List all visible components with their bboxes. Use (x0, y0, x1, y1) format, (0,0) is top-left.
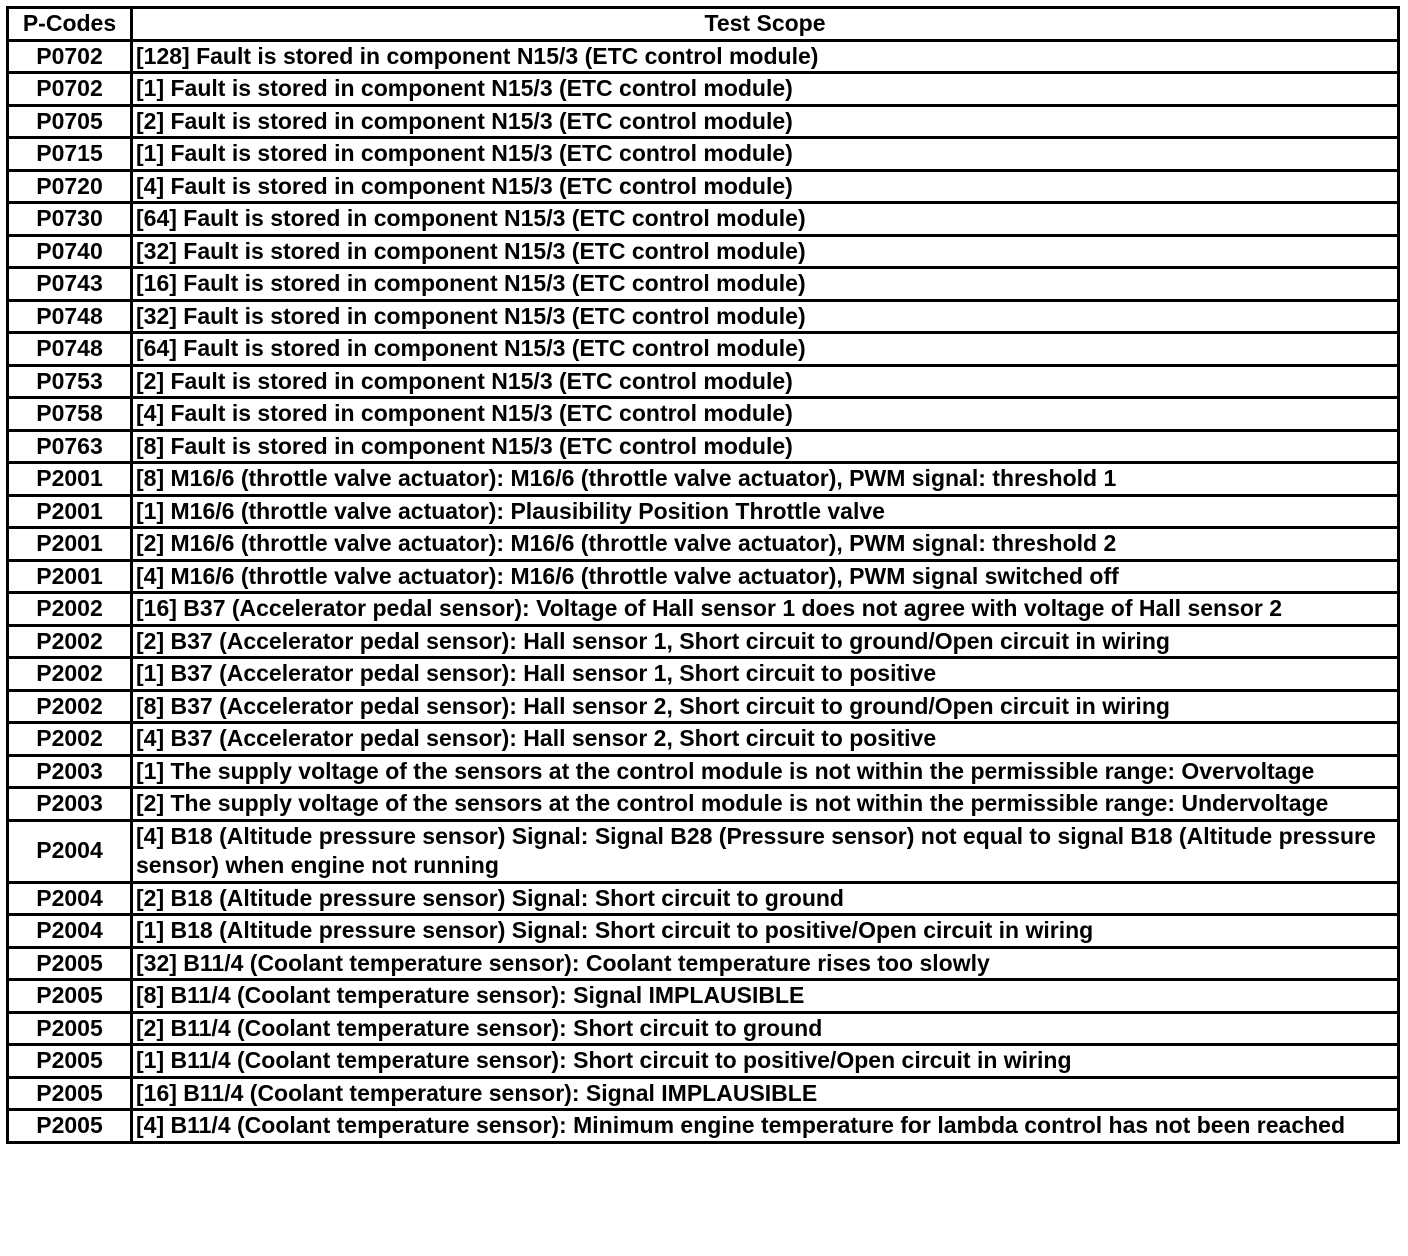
test-scope-cell: [4] M16/6 (throttle valve actuator): M16/6 (throttle valve actuator), PWM signal switched off (132, 560, 1399, 593)
table-row (8, 105, 1399, 138)
p-code-cell: P2004 (8, 882, 132, 915)
test-scope-cell: [4] B11/4 (Coolant temperature sensor): Minimum engine temperature for lambda control has not been reached (132, 1110, 1399, 1143)
p-code-cell: P2002 (8, 625, 132, 658)
p-code-cell: P2001 (8, 560, 132, 593)
column-header-test-scope: Test Scope (132, 8, 1399, 41)
table-row (8, 333, 1399, 366)
table-row (8, 365, 1399, 398)
p-code-cell: P2005 (8, 1077, 132, 1110)
test-scope-cell: [2] Fault is stored in component N15/3 (ETC control module) (132, 365, 1399, 398)
test-scope-cell: [32] B11/4 (Coolant temperature sensor): Coolant temperature rises too slowly (132, 947, 1399, 980)
test-scope-cell: [1] B37 (Accelerator pedal sensor): Hall sensor 1, Short circuit to positive (132, 658, 1399, 691)
p-code-cell: P0758 (8, 398, 132, 431)
table-row (8, 463, 1399, 496)
test-scope-cell: [64] Fault is stored in component N15/3 (ETC control module) (132, 333, 1399, 366)
p-code-cell: P0753 (8, 365, 132, 398)
test-scope-cell: [2] B18 (Altitude pressure sensor) Signal: Short circuit to ground (132, 882, 1399, 915)
test-scope-cell: [1] M16/6 (throttle valve actuator): Plausibility Position Throttle valve (132, 495, 1399, 528)
p-code-cell: P2005 (8, 1110, 132, 1143)
p-code-cell: P2004 (8, 820, 132, 882)
p-code-cell: P0743 (8, 268, 132, 301)
test-scope-cell: [8] M16/6 (throttle valve actuator): M16/6 (throttle valve actuator), PWM signal: threshold 1 (132, 463, 1399, 496)
table-row (8, 947, 1399, 980)
table-row (8, 1110, 1399, 1143)
table-row (8, 723, 1399, 756)
table-row (8, 690, 1399, 723)
p-code-cell: P2002 (8, 723, 132, 756)
table-row (8, 235, 1399, 268)
p-code-cell: P0748 (8, 300, 132, 333)
p-code-cell: P0730 (8, 203, 132, 236)
test-scope-cell: [8] Fault is stored in component N15/3 (ETC control module) (132, 430, 1399, 463)
table-row (8, 495, 1399, 528)
table-row (8, 300, 1399, 333)
p-code-cell: P2005 (8, 1045, 132, 1078)
table-row (8, 430, 1399, 463)
test-scope-cell: [2] B11/4 (Coolant temperature sensor): Short circuit to ground (132, 1012, 1399, 1045)
table-row (8, 398, 1399, 431)
p-code-cell: P0748 (8, 333, 132, 366)
test-scope-cell: [64] Fault is stored in component N15/3 (ETC control module) (132, 203, 1399, 236)
test-scope-cell: [2] B37 (Accelerator pedal sensor): Hall sensor 1, Short circuit to ground/Open circuit in wiring (132, 625, 1399, 658)
test-scope-cell: [2] Fault is stored in component N15/3 (ETC control module) (132, 105, 1399, 138)
test-scope-cell: [4] B18 (Altitude pressure sensor) Signal: Signal B28 (Pressure sensor) not equal to signal B18 (Altitude pressure sensor) when engine not running (132, 820, 1399, 882)
p-code-cell: P2004 (8, 915, 132, 948)
table-row (8, 73, 1399, 106)
p-codes-table (6, 6, 1400, 1144)
test-scope-cell: [16] Fault is stored in component N15/3 (ETC control module) (132, 268, 1399, 301)
table-row (8, 560, 1399, 593)
table-row (8, 170, 1399, 203)
p-code-cell: P2002 (8, 658, 132, 691)
table-row (8, 882, 1399, 915)
table-row (8, 1045, 1399, 1078)
test-scope-cell: [8] B37 (Accelerator pedal sensor): Hall sensor 2, Short circuit to ground/Open circuit in wiring (132, 690, 1399, 723)
p-code-cell: P0702 (8, 73, 132, 106)
p-code-cell: P2002 (8, 593, 132, 626)
p-code-cell: P2005 (8, 947, 132, 980)
test-scope-cell: [16] B11/4 (Coolant temperature sensor): Signal IMPLAUSIBLE (132, 1077, 1399, 1110)
p-code-cell: P2003 (8, 788, 132, 821)
table-row (8, 268, 1399, 301)
table-row (8, 1012, 1399, 1045)
test-scope-cell: [32] Fault is stored in component N15/3 (ETC control module) (132, 300, 1399, 333)
table-row (8, 1077, 1399, 1110)
p-code-cell: P0702 (8, 40, 132, 73)
table-row (8, 40, 1399, 73)
table-row (8, 203, 1399, 236)
p-code-cell: P0715 (8, 138, 132, 171)
p-code-cell: P2001 (8, 528, 132, 561)
table-row (8, 915, 1399, 948)
table-row (8, 788, 1399, 821)
table-row (8, 138, 1399, 171)
table-row (8, 625, 1399, 658)
p-code-cell: P2002 (8, 690, 132, 723)
column-header-p-codes: P-Codes (8, 8, 132, 41)
test-scope-cell: [2] The supply voltage of the sensors at the control module is not within the permissible range: Undervoltage (132, 788, 1399, 821)
p-code-cell: P2005 (8, 980, 132, 1013)
test-scope-cell: [32] Fault is stored in component N15/3 (ETC control module) (132, 235, 1399, 268)
p-code-cell: P2001 (8, 463, 132, 496)
test-scope-cell: [4] Fault is stored in component N15/3 (ETC control module) (132, 170, 1399, 203)
p-code-cell: P0763 (8, 430, 132, 463)
p-code-cell: P0740 (8, 235, 132, 268)
test-scope-cell: [1] B11/4 (Coolant temperature sensor): Short circuit to positive/Open circuit in wiring (132, 1045, 1399, 1078)
p-code-cell: P0705 (8, 105, 132, 138)
table-header-row (8, 8, 1399, 41)
table-row (8, 528, 1399, 561)
table-row (8, 820, 1399, 882)
table-body (8, 40, 1399, 1142)
test-scope-cell: [1] Fault is stored in component N15/3 (ETC control module) (132, 138, 1399, 171)
table-row (8, 593, 1399, 626)
test-scope-cell: [1] Fault is stored in component N15/3 (ETC control module) (132, 73, 1399, 106)
test-scope-cell: [8] B11/4 (Coolant temperature sensor): Signal IMPLAUSIBLE (132, 980, 1399, 1013)
table-row (8, 658, 1399, 691)
test-scope-cell: [4] Fault is stored in component N15/3 (ETC control module) (132, 398, 1399, 431)
test-scope-cell: [4] B37 (Accelerator pedal sensor): Hall sensor 2, Short circuit to positive (132, 723, 1399, 756)
test-scope-cell: [2] M16/6 (throttle valve actuator): M16/6 (throttle valve actuator), PWM signal: threshold 2 (132, 528, 1399, 561)
test-scope-cell: [1] B18 (Altitude pressure sensor) Signal: Short circuit to positive/Open circuit in wiring (132, 915, 1399, 948)
test-scope-cell: [1] The supply voltage of the sensors at the control module is not within the permissible range: Overvoltage (132, 755, 1399, 788)
table-row (8, 755, 1399, 788)
test-scope-cell: [16] B37 (Accelerator pedal sensor): Voltage of Hall sensor 1 does not agree with voltage of Hall sensor 2 (132, 593, 1399, 626)
p-code-cell: P2005 (8, 1012, 132, 1045)
p-code-cell: P0720 (8, 170, 132, 203)
table-row (8, 980, 1399, 1013)
test-scope-cell: [128] Fault is stored in component N15/3 (ETC control module) (132, 40, 1399, 73)
p-code-cell: P2003 (8, 755, 132, 788)
p-code-cell: P2001 (8, 495, 132, 528)
